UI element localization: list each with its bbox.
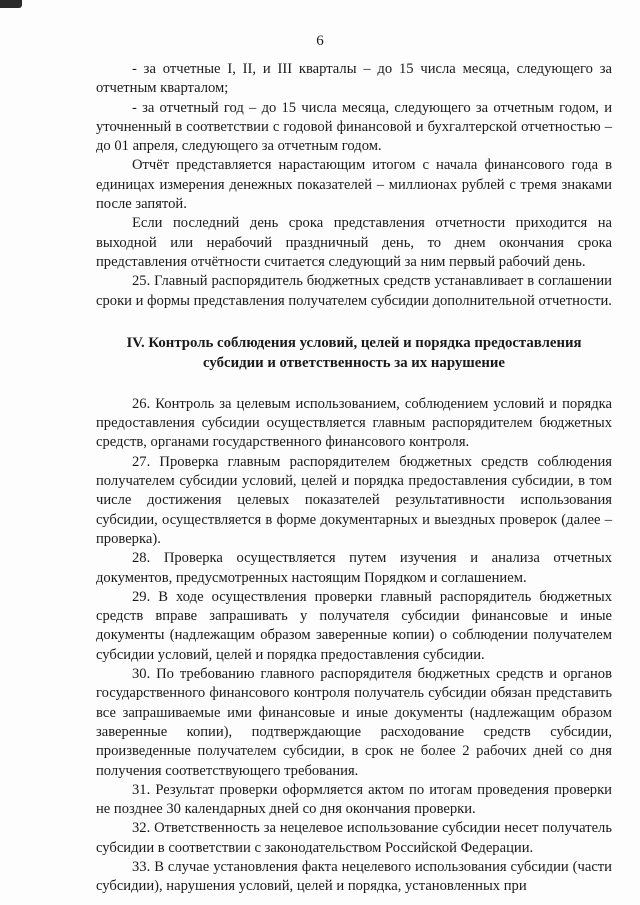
paragraph-27: 27. Проверка главным распорядителем бюджетных средств соблюдения получателем субсидии условий, целей и порядка предоставления субсидии, в том числе достижения целевых показателей результативности использования субсидии, осуществляется в форме документарных и выездных проверок (далее – проверка). xyxy=(96,453,612,547)
paragraph-29: 29. В ходе осуществления проверки главный распорядитель бюджетных средств вправе запрашивать у получателя субсидии финансовые и иные документы (надлежащим образом заверенные копии) о соблюдении получателем субсидии условий, целей и порядка предоставления субсидии. xyxy=(96,588,612,663)
scan-corner-mark xyxy=(0,0,22,8)
paragraph-report-units: Отчёт представляется нарастающим итогом с начала финансового года в единицах измерения денежных показателей – миллионах рублей с тремя знаками после запятой. xyxy=(96,157,612,213)
section-heading: IV. Контроль соблюдения условий, целей и порядка предоставления субсидии и ответственность за их нарушение xyxy=(126,334,582,371)
paragraph-32: 32. Ответственность за нецелевое использование субсидии несет получатель субсидии в соответствии с законодательством Российской Федерации. xyxy=(96,820,612,856)
page-number: 6 xyxy=(316,33,324,49)
paragraph-26: 26. Контроль за целевым использованием, соблюдением условий и порядка предоставления субсидии осуществляется главным распорядителем бюджетных средств, органами государственного финансового контроля. xyxy=(96,395,612,451)
paragraph-30: 30. По требованию главного распорядителя бюджетных средств и органов государственного финансового контроля получатель субсидии обязан представить все запрашиваемые ими финансовые и иные документы (надлежащим образом заверенные копии), подтверждающие расходование средств субсидии, произведенные получателем субсидии, в срок не более 2 рабочих дней со дня получения соответствующего требования. xyxy=(96,666,612,779)
paragraph-quarterly-deadline: - за отчетные I, II, и III кварталы – до 15 числа месяца, следующего за отчетным кварталом; xyxy=(96,61,612,97)
paragraph-annual-deadline: - за отчетный год – до 15 числа месяца, следующего за отчетным годом, и уточненный в соответствии с годовой финансовой и бухгалтерской отчетностью – до 01 апреля, следующего за отчетным годом. xyxy=(96,99,612,155)
paragraph-31: 31. Результат проверки оформляется актом по итогам проведения проверки не позднее 30 календарных дней со дня окончания проверки. xyxy=(96,781,612,818)
paragraph-28: 28. Проверка осуществляется путем изучения и анализа отчетных документов, предусмотренных настоящим Порядком и соглашением. xyxy=(96,550,612,586)
document-body xyxy=(96,60,612,897)
paragraph-33: 33. В случае установления факта нецелевого использования субсидии (части субсидии), нарушения условий, целей и порядка, установленных при xyxy=(96,858,612,895)
paragraph-holiday-rule: Если последний день срока представления отчетности приходится на выходной или нерабочий праздничный день, то днем окончания срока представления отчётности считается следующий за ним первый рабочий день. xyxy=(96,215,612,270)
paragraph-25: 25. Главный распорядитель бюджетных средств устанавливает в соглашении сроки и формы представления получателем субсидии дополнительной отчетности. xyxy=(96,273,612,309)
